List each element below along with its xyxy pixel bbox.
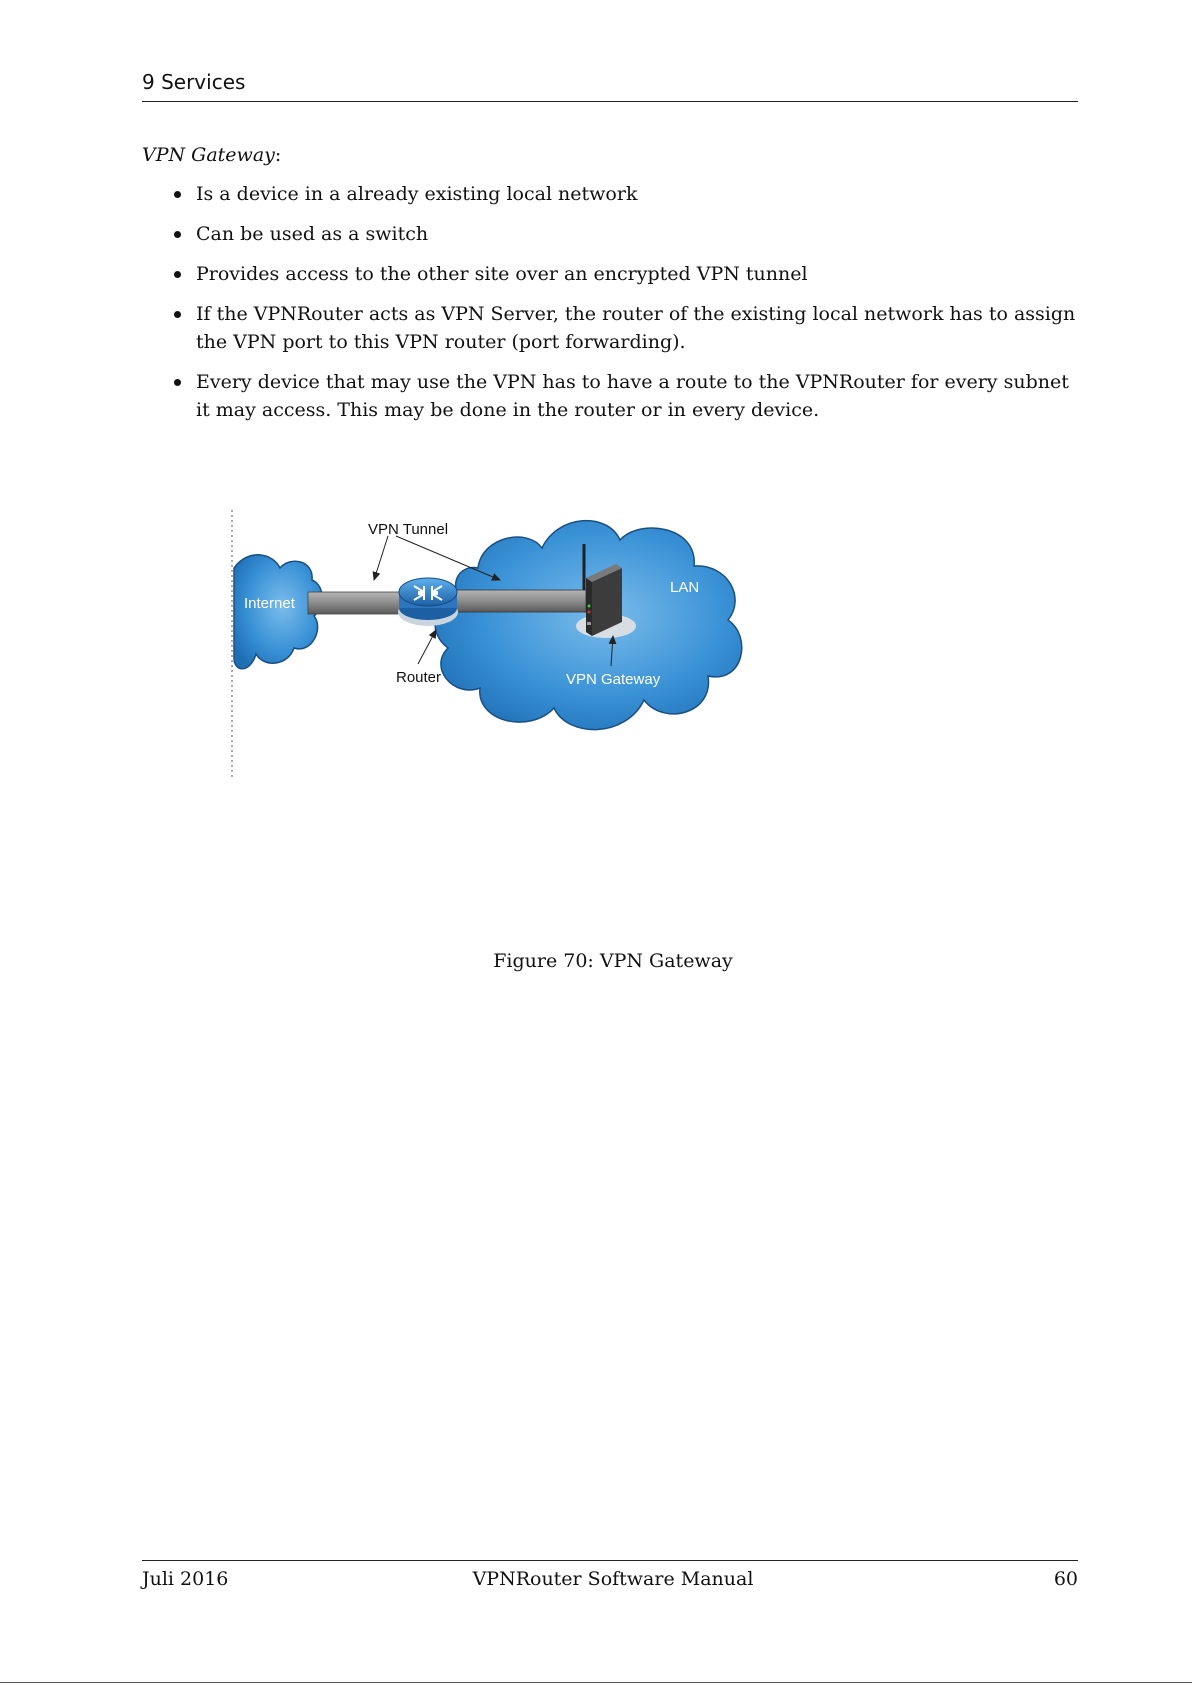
footer-divider: [142, 1560, 1078, 1561]
bullet-icon: [174, 231, 181, 238]
bullet-icon: [174, 271, 181, 278]
running-header: 9 Services: [142, 70, 246, 94]
lan-label: LAN: [670, 579, 700, 596]
vpn-gateway-diagram: [228, 508, 798, 780]
internet-label: Internet: [244, 595, 295, 612]
router-arrow: [418, 630, 436, 664]
page-bottom-edge: [0, 1682, 1192, 1683]
list-item-text: Every device that may use the VPN has to have a route to the VPNRouter for every subnet it may access. This may be done in the router or in every device.: [196, 371, 1069, 421]
diagram-svg: [228, 508, 798, 780]
bullet-icon: [174, 191, 181, 198]
tunnel-segment-lan: [454, 590, 586, 612]
list-item: [142, 180, 1078, 208]
vpn-tunnel-label: VPN Tunnel: [368, 521, 449, 538]
bullet-icon: [174, 379, 181, 386]
list-item: [142, 220, 1078, 248]
footer-date: Juli 2016: [142, 1568, 229, 1590]
bullet-list: [142, 180, 1078, 436]
list-item-text: Provides access to the other site over an encrypted VPN tunnel: [196, 263, 808, 285]
router-label: Router: [396, 669, 442, 686]
figure-caption: Figure 70: VPN Gateway: [493, 950, 733, 972]
bullet-icon: [174, 311, 181, 318]
list-item: [142, 300, 1078, 356]
vpn-tunnel-arrow-left: [374, 536, 388, 580]
section-label-colon: :: [274, 144, 282, 166]
header-divider: [142, 101, 1078, 102]
list-item-text: If the VPNRouter acts as VPN Server, the router of the existing local network has to assign the VPN port to this VPN router (port forwarding).: [196, 303, 1076, 353]
router-icon: [398, 578, 458, 626]
list-item-text: Can be used as a switch: [196, 223, 429, 245]
footer-doc-title: VPNRouter Software Manual: [472, 1568, 754, 1590]
list-item: [142, 260, 1078, 288]
page-number: 60: [1053, 1568, 1078, 1590]
section-label: [142, 144, 281, 166]
section-label-text: VPN Gateway: [142, 144, 275, 166]
list-item-text: Is a device in a already existing local network: [196, 183, 638, 205]
list-item: [142, 368, 1078, 424]
vpn-gateway-label: VPN Gateway: [566, 671, 661, 688]
